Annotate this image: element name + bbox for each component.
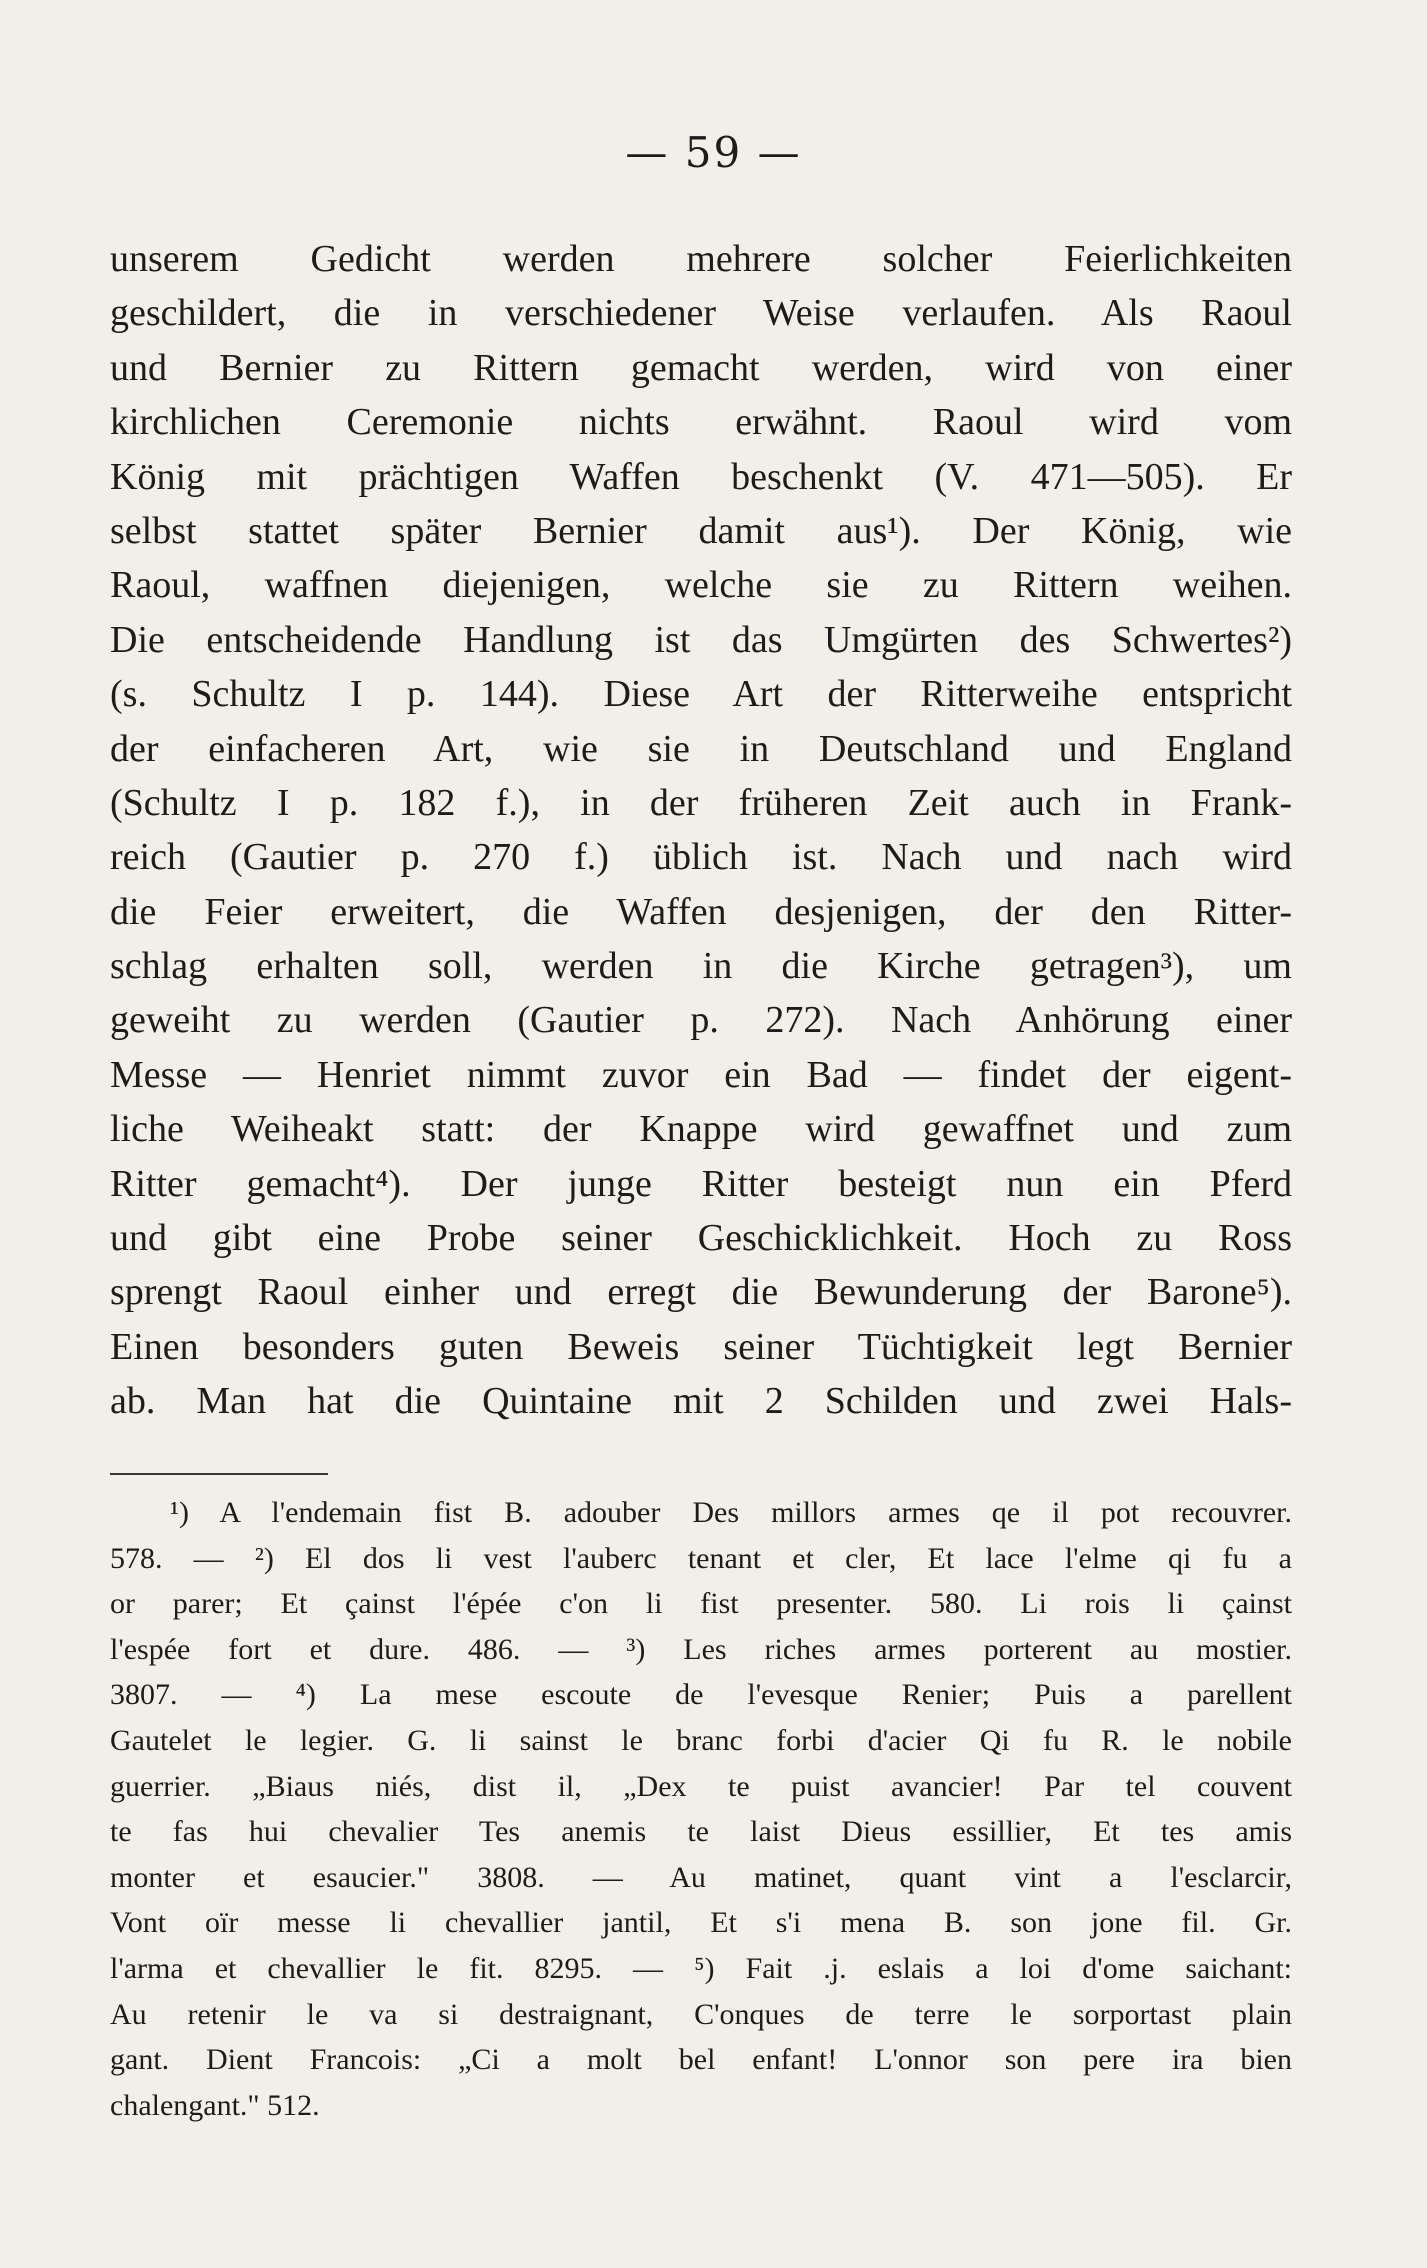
text-line: (Schultz I p. 182 f.), in der früheren Zeit auch in Frank- [110, 781, 1292, 824]
page-number: — 59 — [625, 128, 802, 177]
text-line: geweiht zu werden (Gautier p. 272). Nach Anhörung einer [110, 999, 1292, 1042]
text-line: und gibt eine Probe seiner Geschicklichkeit. Hoch zu Ross [110, 1217, 1292, 1260]
footnote-line: 578. — ²) El dos li vest l'auberc tenant et cler, Et lace l'elme qi fu a [110, 1541, 1292, 1575]
footnote-line: l'arma et chevallier le fit. 8295. — ⁵) Fait .j. eslais a loi d'ome saichant: [110, 1951, 1292, 1985]
text-line: liche Weiheakt statt: der Knappe wird gewaffnet und zum [110, 1108, 1292, 1151]
footnotes [110, 1490, 1292, 2128]
footnote-divider [110, 1473, 328, 1475]
text-line: schlag erhalten soll, werden in die Kirche getragen³), um [110, 945, 1292, 988]
footnote-line: te fas hui chevalier Tes anemis te laist Dieus essillier, Et tes amis [110, 1815, 1292, 1849]
text-line: ab. Man hat die Quintaine mit 2 Schilden und zwei Hals- [110, 1380, 1292, 1423]
footnote-line: guerrier. „Biaus niés, dist il, „Dex te puist avancier! Par tel couvent [110, 1769, 1292, 1803]
text-line: und Bernier zu Rittern gemacht werden, wird von einer [110, 346, 1292, 389]
text-line: reich (Gautier p. 270 f.) üblich ist. Nach und nach wird [110, 836, 1292, 879]
footnote-line: Vont oïr messe li chevallier jantil, Et s'i mena B. son jone fil. Gr. [110, 1906, 1292, 1940]
main-text [110, 232, 1292, 1429]
footnote-line: l'espée fort et dure. 486. — ³) Les riches armes porterent au mostier. [110, 1632, 1292, 1666]
text-line: kirchlichen Ceremonie nichts erwähnt. Raoul wird vom [110, 401, 1292, 444]
footnote-line: monter et esaucier." 3808. — Au matinet, quant vint a l'esclarcir, [110, 1860, 1292, 1894]
text-line: König mit prächtigen Waffen beschenkt (V. 471—505). Er [110, 455, 1292, 498]
text-line: Die entscheidende Handlung ist das Umgürten des Schwertes²) [110, 618, 1292, 661]
footnote-line: 3807. — ⁴) La mese escoute de l'evesque Renier; Puis a parellent [110, 1678, 1292, 1712]
footnote-line: Au retenir le va si destraignant, C'onques de terre le sorportast plain [110, 1997, 1292, 2031]
footnote-line: ¹) A l'endemain fist B. adouber Des millors armes qe il pot recouvrer. [170, 1496, 1292, 1529]
text-line: (s. Schultz I p. 144). Diese Art der Ritterweihe entspricht [110, 673, 1292, 716]
text-line: die Feier erweitert, die Waffen desjenigen, der den Ritter- [110, 890, 1292, 933]
text-line: Einen besonders guten Beweis seiner Tüchtigkeit legt Bernier [110, 1325, 1292, 1368]
text-line: Raoul, waffnen diejenigen, welche sie zu Rittern weihen. [110, 564, 1292, 607]
footnote-line: gant. Dient Francois: „Ci a molt bel enfant! L'onnor son pere ira bien [110, 2043, 1292, 2077]
text-line: unserem Gedicht werden mehrere solcher Feierlichkeiten [110, 238, 1292, 280]
text-line: Messe — Henriet nimmt zuvor ein Bad — findet der eigent- [110, 1053, 1292, 1096]
text-line: Ritter gemacht⁴). Der junge Ritter besteigt nun ein Pferd [110, 1162, 1292, 1205]
text-line: sprengt Raoul einher und erregt die Bewunderung der Barone⁵). [110, 1271, 1292, 1314]
text-line: selbst stattet später Bernier damit aus¹). Der König, wie [110, 509, 1292, 552]
footnote-line: chalengant." 512. [110, 2088, 320, 2122]
footnote-line: or parer; Et çainst l'épée c'on li fist presenter. 580. Li rois li çainst [110, 1587, 1292, 1621]
text-line: der einfacheren Art, wie sie in Deutschland und England [110, 727, 1292, 770]
footnote-line: Gautelet le legier. G. li sainst le branc forbi d'acier Qi fu R. le nobile [110, 1723, 1292, 1757]
text-line: geschildert, die in verschiedener Weise verlaufen. Als Raoul [110, 292, 1292, 335]
